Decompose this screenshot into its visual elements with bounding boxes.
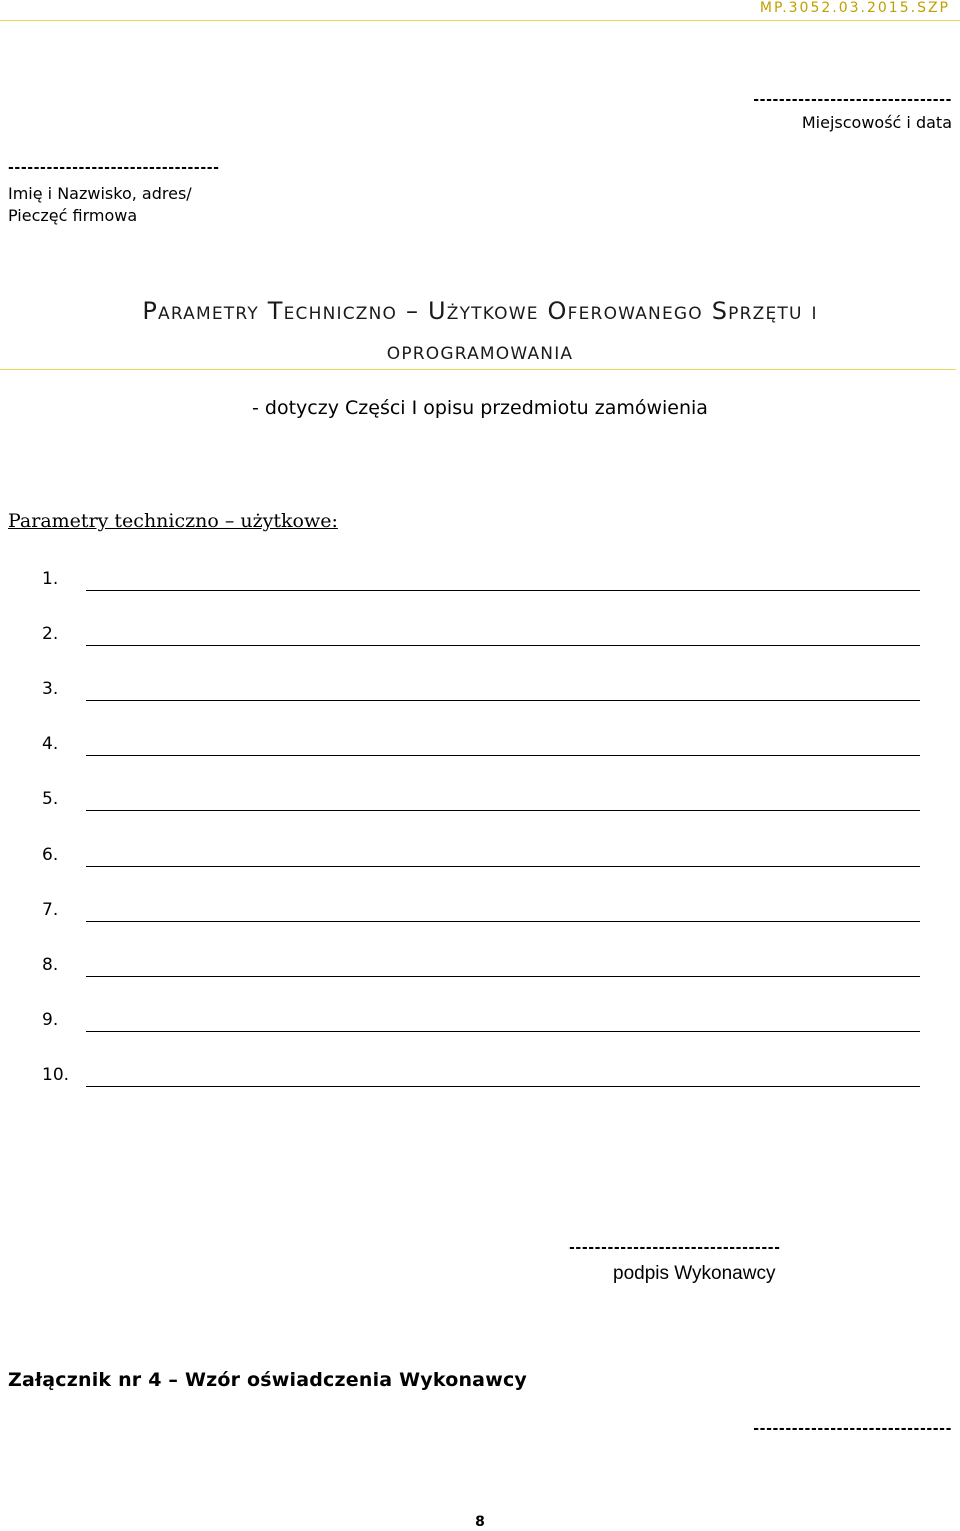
item-line (86, 1031, 920, 1032)
place-date-line: ------------------------------- (753, 92, 952, 108)
item-line (86, 921, 920, 922)
title-divider (0, 369, 956, 370)
item-line (86, 810, 920, 811)
list-item (0, 734, 960, 764)
list-item (0, 845, 960, 875)
list-item (0, 789, 960, 819)
item-number: 10. (42, 1065, 70, 1085)
place-date-label: Miejscowość i data (801, 113, 952, 132)
annex-title: Załącznik nr 4 – Wzór oświadczenia Wykonawcy (8, 1369, 527, 1391)
item-number: 7. (42, 900, 59, 920)
list-item (0, 1065, 960, 1095)
item-line (86, 700, 920, 701)
header-divider (0, 20, 960, 21)
item-line (86, 590, 920, 591)
item-number: 8. (42, 955, 59, 975)
document-reference: MP.3052.03.2015.SZP (759, 0, 950, 16)
list-item (0, 1010, 960, 1040)
sender-line: --------------------------------- (8, 160, 220, 176)
list-item (0, 955, 960, 985)
section-subtitle: - dotyczy Części I opisu przedmiotu zamówienia (252, 397, 708, 419)
item-line (86, 645, 920, 646)
sender-name-label: Imię i Nazwisko, adres/ (8, 184, 192, 203)
signature-line: --------------------------------- (569, 1240, 781, 1256)
list-item (0, 624, 960, 654)
parameters-heading: Parametry techniczno – użytkowe: (8, 510, 338, 532)
item-number: 2. (42, 624, 59, 644)
page-number: 8 (475, 1514, 485, 1530)
page-title-line1: Parametry Techniczno – Użytkowe Oferowanego Sprzętu i (142, 297, 818, 325)
annex-line: ------------------------------- (753, 1421, 952, 1437)
item-line (86, 755, 920, 756)
item-number: 3. (42, 679, 59, 699)
page-title-line2: oprogramowania (386, 337, 574, 365)
list-item (0, 569, 960, 599)
list-item (0, 679, 960, 709)
sender-stamp-label: Pieczęć firmowa (8, 206, 138, 225)
item-number: 1. (42, 569, 59, 589)
item-number: 9. (42, 1010, 59, 1030)
list-item (0, 900, 960, 930)
item-number: 5. (42, 789, 59, 809)
item-number: 6. (42, 845, 59, 865)
signature-label: podpis Wykonawcy (613, 1263, 776, 1284)
item-line (86, 866, 920, 867)
item-line (86, 1086, 920, 1087)
item-line (86, 976, 920, 977)
item-number: 4. (42, 734, 59, 754)
